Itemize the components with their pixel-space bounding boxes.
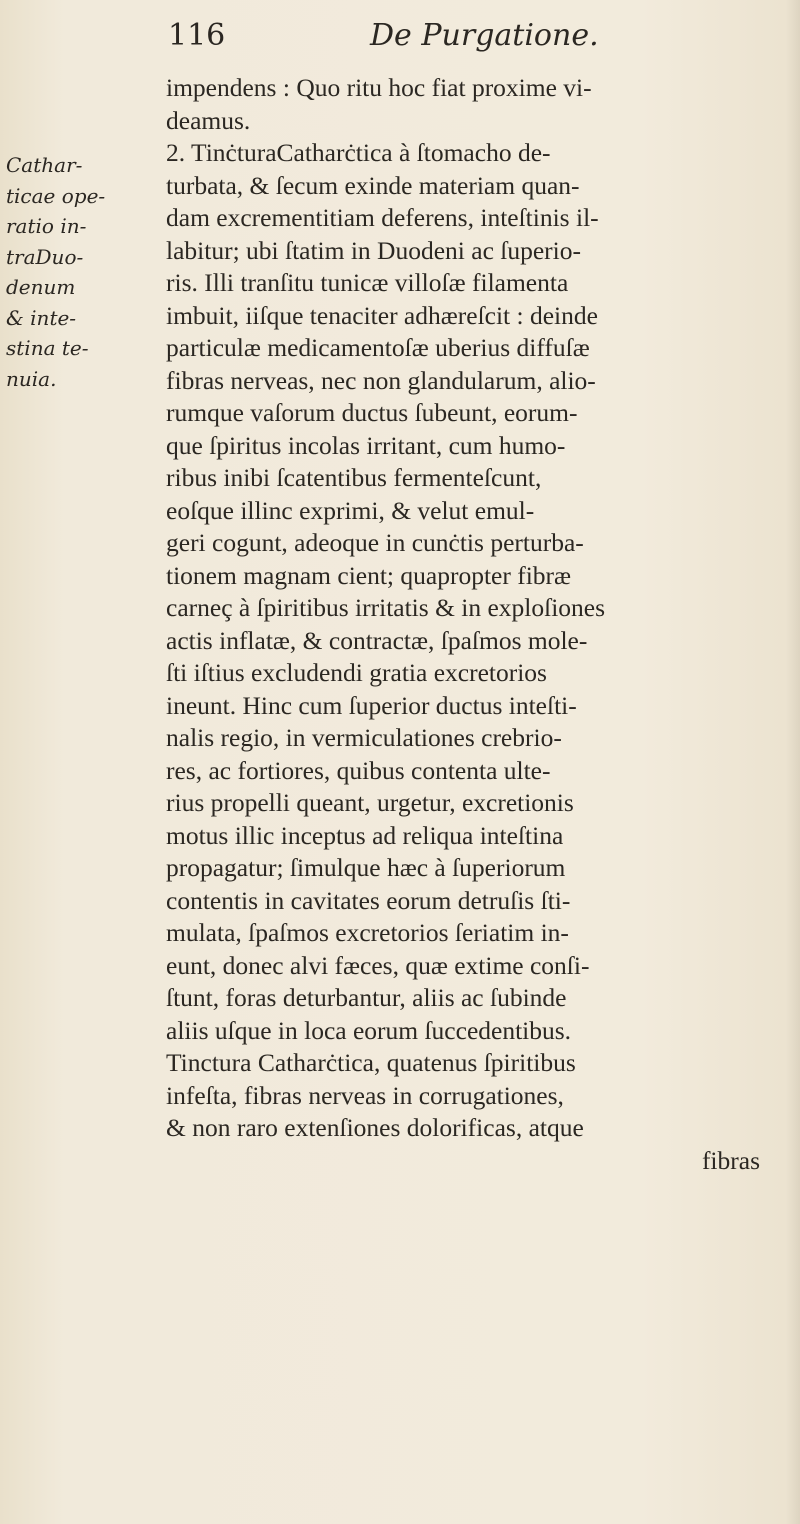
text-line: eoſque illinc exprimi, & velut emul- bbox=[166, 495, 535, 525]
text-line: ſtunt, foras deturbantur, aliis ac ſubinde bbox=[166, 983, 567, 1012]
margin-note-line: & inte- bbox=[6, 305, 77, 330]
text-line: infeſta, fibras nerveas in corrugationes, bbox=[166, 1080, 564, 1110]
text-line: ſti iſtius excludendi gratia excretorios bbox=[166, 658, 547, 687]
text-line: Tinctura Catharċtica, quatenus ſpiritibus bbox=[166, 1048, 576, 1077]
body-text bbox=[166, 72, 766, 1177]
margin-note-line: Cathar- bbox=[6, 153, 83, 177]
margin-note-line: stina te- bbox=[6, 336, 89, 360]
text-line: motus illic inceptus ad reliqua inteſtina bbox=[166, 820, 564, 850]
text-line: & non raro extenſiones dolorificas, atque bbox=[166, 1113, 584, 1142]
text-line: particulæ medicamentoſæ uberius diffuſæ bbox=[166, 333, 590, 362]
margin-note-line: denum bbox=[6, 275, 76, 299]
text-line: dam excrementitiam deferens, inteſtinis il- bbox=[166, 203, 599, 232]
text-line: carneç à ſpiritibus irritatis & in exploſiones bbox=[166, 593, 606, 622]
page-number: 116 bbox=[168, 18, 226, 53]
text-line: contentis in cavitates eorum detruſis ſti- bbox=[166, 885, 571, 915]
text-line: geri cogunt, adeoque in cunċtis perturba- bbox=[166, 528, 584, 557]
margin-note-line: traDuo- bbox=[6, 244, 84, 269]
text-line: aliis uſque in loca eorum ſuccedentibus. bbox=[166, 1015, 572, 1045]
text-line: mulata, ſpaſmos excretorios ſeriatim in- bbox=[166, 918, 569, 947]
text-line: deamus. bbox=[166, 105, 251, 135]
text-line: res, ac fortiores, quibus contenta ulte- bbox=[166, 755, 551, 785]
margin-note-line: nuia. bbox=[6, 366, 57, 391]
text-line: rius propelli queant, urgetur, excretionis bbox=[166, 788, 574, 817]
text-line: eunt, donec alvi fæces, quæ extime conſi- bbox=[166, 950, 590, 980]
page-header bbox=[160, 18, 760, 68]
text-line: labitur; ubi ſtatim in Duodeni ac ſuperio- bbox=[166, 235, 581, 265]
text-line: tionem magnam cient; quapropter fibræ bbox=[166, 560, 572, 590]
text-line: impendens : Quo ritu hoc fiat proxime vi- bbox=[166, 73, 592, 102]
text-line: que ſpiritus incolas irritant, cum humo- bbox=[166, 430, 566, 460]
text-line: propagatur; ſimulque hæc à ſuperiorum bbox=[166, 853, 566, 882]
margin-note-line: ratio in- bbox=[6, 214, 87, 238]
text-line: ineunt. Hinc cum ſuperior ductus inteſti- bbox=[166, 690, 577, 720]
text-line: actis inflatæ, & contractæ, ſpaſmos mole- bbox=[166, 625, 588, 655]
text-line: imbuit, iiſque tenaciter adhæreſcit : deinde bbox=[166, 300, 598, 330]
catchword: fibras bbox=[701, 1145, 760, 1175]
page-edge-shadow bbox=[786, 0, 800, 1524]
text-line: turbata, & ſecum exinde materiam quan- bbox=[166, 170, 580, 200]
text-line: rumque vaſorum ductus ſubeunt, eorum- bbox=[166, 398, 578, 427]
margin-note-line: ticae ope- bbox=[6, 183, 106, 208]
running-title: De Purgatione. bbox=[370, 18, 599, 53]
text-line: ris. Illi tranſitu tunicæ villoſæ filamenta bbox=[166, 268, 569, 297]
text-line: fibras nerveas, nec non glandularum, alio- bbox=[166, 365, 596, 395]
text-line: ribus inibi ſcatentibus fermenteſcunt, bbox=[166, 463, 542, 492]
text-line: nalis regio, in vermiculationes crebrio- bbox=[166, 723, 562, 752]
text-line: 2. TinċturaCatharċtica à ſtomacho de- bbox=[166, 138, 551, 167]
margin-note bbox=[6, 150, 156, 394]
